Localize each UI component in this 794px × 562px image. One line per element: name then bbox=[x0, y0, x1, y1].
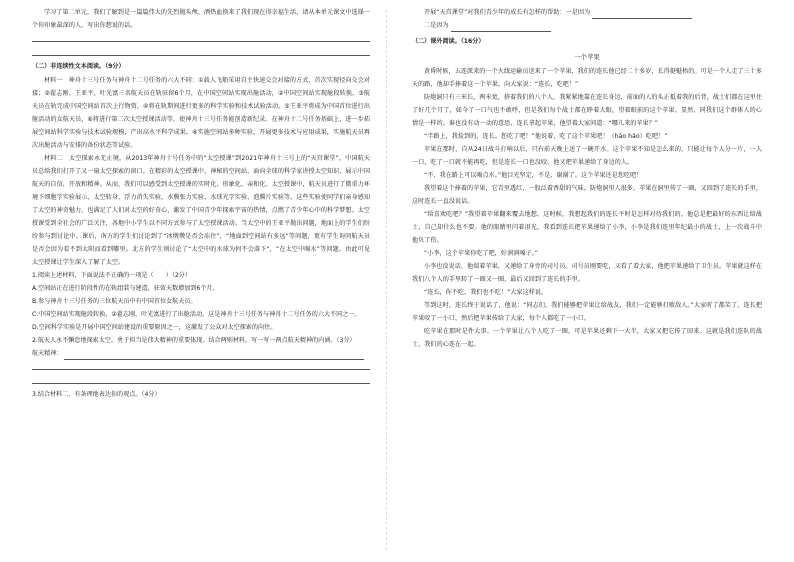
story-paragraph: 我望着这个捧着的苹果，它青里透红，一股泛着香甜的气味。防炮洞里人很多，苹果在洞里传了一圈，又回到了连长的手里，这时连长一直没说话。 bbox=[412, 185, 762, 205]
story-title: 一个苹果 bbox=[574, 53, 600, 61]
answer-blank[interactable] bbox=[64, 350, 364, 360]
material-two: 材料二 太空探索永无止境。从2013年神舟十号任务中的“太空授课”到2021年神舟十三号上的“天宫课堂”，中国航天员总给我们打开了又一扇太空探索的窗口。在精彩的太空授课中，神秘的空间站，面向全球的科学家讲授太空知识，展示中国航天的自信，开放和精神。从而，我们可以感受到太空授课的实时化、形象化、亲和化。太空授课中，航天员进行了微重力环境下细胞学实验展示、太空转身、浮力消失实验、水膜张力实验、水球光学实验、泡腾片实验等，这些实验使同学们亲身感知了太空的神奇魅力，也满足了人们对太空的好奇心，激发了中国青少年探索宇宙的热情，点燃了青少年心中的科学梦想。太空授课受到全社会的广泛关注，各地中小学生以不同方式参与了太空授课活动。当太空中的王亚平抛出问题，地面上的学生们纷纷参与到讨论中。课后，南方的学生们讨论到了“冰墩墩是否会冻住”，“地面到空间站有多远”等问题，更有学生询问航天员是否会因为看不到太阳而看到哪里。北方的学生则讨论了“太空中的水球为何不会落下”，“在太空中喝水”等问题。由此可见太空授课让学生深入了解了太空。 bbox=[32, 155, 370, 266]
left-column bbox=[32, 6, 370, 401]
answer-blank[interactable] bbox=[451, 22, 551, 32]
story-paragraph: “半路上，我捡到的，连长。您吃了吧！”他说着，吃了这个苹果吧！（hāo hǎo）吃吧！” bbox=[424, 133, 668, 140]
story-paragraph: “不，我在路上可以喝点水。”他目光坚定，不是，谢谢了。这个苹果还是您吃吧！ bbox=[424, 172, 643, 179]
answer-blank[interactable] bbox=[592, 9, 692, 19]
question-1: 1.阅读上述材料，下面说法不正确的一项是（ ）（2分） bbox=[32, 272, 191, 279]
top-question-2 bbox=[412, 19, 762, 32]
story-paragraph: 小李也没说话，他端着苹果，又递给了身旁的司号员。司号员刚要吃，又看了看大家，他把苹果递给了卫生员。苹果就这样在我们八个人的手里转了一圈又一圈，最后又回到了连长的手里。 bbox=[412, 263, 762, 283]
top-question bbox=[412, 6, 762, 19]
story-paragraph: 等到这时，连长终于说话了，他说：“同志们，我们能够把苹果让给战友，我们一定能够打败敌人。”大家听了都笑了，连长把苹果咬了一小口，然后把苹果传给了大家，每个人都吃了一小口。 bbox=[412, 302, 762, 322]
story-paragraph: “连长，你不吃，我们也不吃！”大家这样说。 bbox=[424, 289, 548, 296]
question-2: 2.航天人永不懈怠地探索太空，勇于担当是伟大精神的重要体现。结合两则材料，写一写一两点航天精神的内涵。（3分） bbox=[32, 337, 356, 344]
story-paragraph: “给喜欢吃吧？”我望着苹果翻来覆去地想。这时候，我想起我们的连长平时是怎样对待我们的。他总是把最好的东西让给战士，自己却什么也不要。他的眼睛里闪着泪光，我看到连长把苹果递给了小李，小李是我们连里年纪最小的战士，上一次战斗中他负了伤。 bbox=[412, 211, 762, 244]
material-one: 材料一 神舟十三号任务与神舟十二号任务的六大不同：①载人飞船采用自主快速交会对接的方式，首次实现径向交会对接；②翟志刚、王亚平、叶光富三名航天员在轨驻留6个月，在中国空间站实现出舱活动，②中国空间站实现舱段转换、③航天员在轨完成中国空间站首次上行物资，④将在轨期间进行更多的科学实验和技术试验活动，⑤王亚平将成为中国首位进行出舱活动的女航天员，⑥将进行第二次太空授课活动等，使神舟十三号任务能创造新纪录。在神舟十二号任务基础上，进一步拓展空间站科学实验与技术试验规模，产出高水平科学成果。⑥实施空间站多种实验，开展更多技术与应用成果，实施航天员再次出舱活动与安排的备份状态等试验。 bbox=[32, 77, 370, 149]
story-paragraph: 苹果在那时，自从24日战斗打响以后，只有前天晚上送了一碗开水。这个苹果不知是怎么来的，只能让每个人分一片，一人一口，吃了一口就不能再吃，但是连长一口也没咬，他又把苹果递给了身边的人。 bbox=[412, 146, 762, 166]
question-3: 3.结合材料二，有条理地表达你的观点。（4分） bbox=[32, 391, 161, 398]
spirit-label-row bbox=[32, 347, 370, 360]
right-column bbox=[412, 6, 762, 351]
option-a: A.空间站正在进行阶段性的在轨组装与建造，驻留天数增加到6个月。 bbox=[32, 285, 219, 292]
top-question-text: 开展“天宫课堂”对我们青少年的成长有怎样的帮助：一是因为 bbox=[424, 9, 591, 16]
intro-question: 学习了第二单元，我们了解到是一篇篇伟大的先烈抛头颅、洒热血换来了我们现在得幸福生活，请从本单元课文中选择一个你印象最深的人，写出你想说的话。 bbox=[32, 9, 370, 29]
option-b: B.参与神舟十三号任务的三位航天员中有中国首位女航天员。 bbox=[32, 298, 197, 305]
answer-line bbox=[32, 32, 370, 42]
option-d: D.空间科学实验是开展中国空间站建设的重要原因之一，这激发了公众对太空探索的向往。 bbox=[32, 324, 277, 331]
section-heading: （二）课外阅读。（16分） bbox=[412, 38, 485, 45]
answer-line bbox=[32, 360, 370, 370]
story-paragraph: 黄昏时候，五连派来的一个火线运输员送来了一个苹果，我们的连长他已经二十多岁，长得挺魁梧的。可是一个人走了三十多天的路，他却手捧着这一个苹果，向大家说：“连长，吃吧！” bbox=[412, 68, 762, 88]
story-paragraph: 防炮洞只有三米长、两米宽，挤着我们的八个人，我紧紧地靠在连长身边，前面的人的头正抵着我的后背，战士们都在这里住了好几个月了，如今了一口气也不敢呼，但是我们每个战士都在睁着大眼，望着眼前的这个苹果。显然，同我们这个群体人的心情是一样的。谁也没有动一动的意思，连长拿起苹果，他望着大家问道：“哪儿来的苹果？” bbox=[412, 94, 762, 127]
section-heading: （二）非连续性文本阅读。（9分） bbox=[32, 63, 125, 70]
answer-line bbox=[32, 374, 370, 384]
story-paragraph: 吃苹果在那时是件大事。一个苹果让八个人吃了一圈，可是苹果还剩下一大半，大家又把它传了回来。这就是我们连队的战士，我们的心连在一起。 bbox=[412, 328, 762, 348]
spirit-label: 航天精神： bbox=[32, 350, 63, 357]
answer-line bbox=[32, 46, 370, 56]
top-question-2-text: 二是因为 bbox=[424, 22, 449, 29]
story-paragraph: “小李，这个苹果你吃了吧，好润润嗓子。” bbox=[424, 250, 538, 257]
column-divider bbox=[386, 10, 387, 550]
option-c: C.中国空间站实现舱段转换、②翟志刚、叶光富进行了出舱活动，这是神舟十三号任务与神舟十二号任务的六大不同之一。 bbox=[32, 311, 361, 318]
